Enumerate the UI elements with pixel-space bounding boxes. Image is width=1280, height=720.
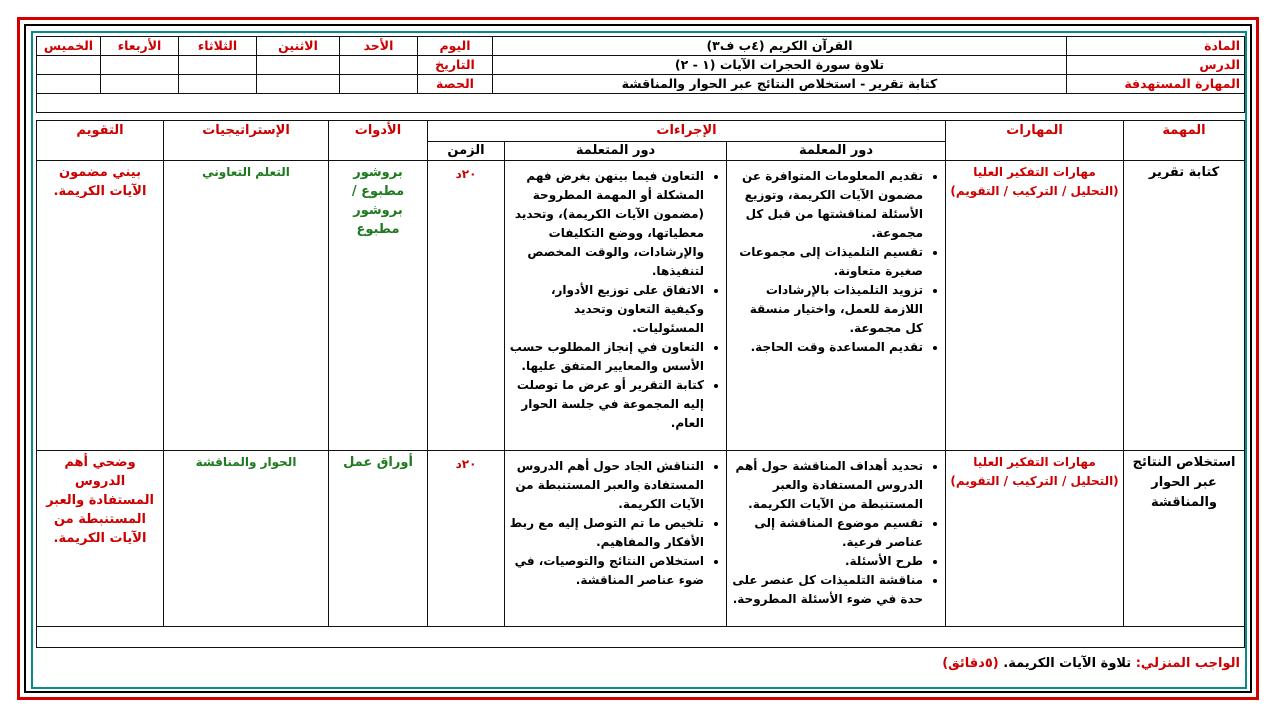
row2-assessment: وضحي أهم الدروس المستفادة والعبر المستنبطة من الآيات الكريمة.: [37, 451, 164, 627]
row2-teacher-item: • مناقشة التلميذات كل عنصر على حدة في ضوء الأسئلة المطروحة.: [731, 571, 923, 609]
header-procedures: الإجراءات: [428, 121, 946, 142]
homework-text: تلاوة الآيات الكريمة.: [1003, 656, 1132, 671]
row2-skills: مهارات التفكير العليا (التحليل / التركيب / التقويم): [946, 451, 1124, 627]
homework-line: [36, 653, 1240, 675]
row1-student-item: • التعاون فيما بينهن بغرض فهم المشكلة أو المهمة المطروحة (مضمون الآيات الكريمة)، وتحديد معطياتها، ووضع التكليفات والإرشادات، والوقت المخصص لتنفيذها.: [509, 167, 704, 281]
day-tuesday: الثلاثاء: [179, 37, 257, 56]
header-spacer-row: [37, 94, 1245, 113]
row2-student-item: • تلخيص ما تم التوصل إليه مع ربط الأفكار والمفاهيم.: [509, 514, 704, 552]
date-cell-sunday: [340, 56, 418, 75]
row1-teacher-role: [727, 161, 946, 451]
row1-strategies: التعلم التعاوني: [164, 161, 329, 451]
date-label: التاريخ: [418, 56, 493, 75]
date-cell-thursday: [37, 56, 101, 75]
row2-strategies: الحوار والمناقشة: [164, 451, 329, 627]
header-student-role: دور المتعلمة: [505, 142, 727, 161]
row2-teacher-item: • طرح الأسئلة.: [731, 552, 923, 571]
period-cell-tuesday: [179, 75, 257, 94]
period-cell-sunday: [340, 75, 418, 94]
target-skill-value: كتابة تقرير - استخلاص النتائج عبر الحوار والمناقشة: [493, 75, 1067, 94]
row2-tools: أوراق عمل: [329, 451, 428, 627]
row1-student-item: • الاتفاق على توزيع الأدوار، وكيفية التعاون وتحديد المسئوليات.: [509, 281, 704, 338]
header-teacher-role: دور المعلمة: [727, 142, 946, 161]
header-skills: المهارات: [946, 121, 1124, 161]
day-sunday: الأحد: [340, 37, 418, 56]
header-tools: الأدوات: [329, 121, 428, 161]
day-label: اليوم: [418, 37, 493, 56]
header-strategies: الإستراتيجيات: [164, 121, 329, 161]
date-cell-monday: [257, 56, 340, 75]
lesson-value: تلاوة سورة الحجرات الآيات (١ - ٢): [493, 56, 1067, 75]
row1-time: ٢٠د: [428, 161, 505, 451]
row1-tools: بروشور مطبوع / بروشور مطبوع: [329, 161, 428, 451]
row1-teacher-item: • تقسيم التلميذات إلى مجموعات صغيرة متعاونة.: [731, 243, 923, 281]
period-cell-thursday: [37, 75, 101, 94]
row1-task: كتابة تقرير: [1124, 161, 1245, 451]
row1-teacher-item: • تقديم المساعدة وقت الحاجة.: [731, 338, 923, 357]
table-spacer-row: [37, 627, 1245, 648]
period-cell-wednesday: [101, 75, 179, 94]
header-assessment: التقويم: [37, 121, 164, 161]
day-monday: الاثنين: [257, 37, 340, 56]
row2-teacher-item: • تحديد أهداف المناقشة حول أهم الدروس المستفادة والعبر المستنبطة من الآيات الكريمة.: [731, 457, 923, 514]
day-wednesday: الأربعاء: [101, 37, 179, 56]
row2-teacher-item: • تقسيم موضوع المناقشة إلى عناصر فرعية.: [731, 514, 923, 552]
row2-task: استخلاص النتائج عبر الحوار والمناقشة: [1124, 451, 1245, 627]
day-thursday: الخميس: [37, 37, 101, 56]
row1-student-item: • كتابة التقرير أو عرض ما توصلت إليه المجموعة في جلسة الحوار العام.: [509, 376, 704, 433]
row1-student-item: • التعاون في إنجاز المطلوب حسب الأسس والمعايير المتفق عليها.: [509, 338, 704, 376]
lesson-plan-table: [36, 120, 1245, 648]
subject-value: القرآن الكريم (٤ب ف٣): [493, 37, 1067, 56]
row1-skills: مهارات التفكير العليا (التحليل / التركيب / التقويم): [946, 161, 1124, 451]
lesson-header-table: [36, 36, 1245, 113]
row2-student-item: • التناقش الجاد حول أهم الدروس المستفادة والعبر المستنبطة من الآيات الكريمة.: [509, 457, 704, 514]
row1-student-role: [505, 161, 727, 451]
row2-student-role: [505, 451, 727, 627]
lesson-label: الدرس: [1067, 56, 1245, 75]
row2-teacher-role: [727, 451, 946, 627]
homework-label: الواجب المنزلي:: [1135, 656, 1240, 671]
row1-assessment: بيني مضمون الآيات الكريمة.: [37, 161, 164, 451]
date-cell-tuesday: [179, 56, 257, 75]
header-task: المهمة: [1124, 121, 1245, 161]
target-skill-label: المهارة المستهدفة: [1067, 75, 1245, 94]
row2-student-item: • استخلاص النتائج والتوصيات، في ضوء عناصر المناقشة.: [509, 552, 704, 590]
row1-teacher-item: • تزويد التلميذات بالإرشادات اللازمة للعمل، واختيار منسقة كل مجموعة.: [731, 281, 923, 338]
header-time: الزمن: [428, 142, 505, 161]
period-label: الحصة: [418, 75, 493, 94]
row2-time: ٢٠د: [428, 451, 505, 627]
subject-label: المادة: [1067, 37, 1245, 56]
date-cell-wednesday: [101, 56, 179, 75]
row1-teacher-item: • تقديم المعلومات المتوافرة عن مضمون الآيات الكريمة، وتوزيع الأسئلة لمناقشتها من قبل كل مجموعة.: [731, 167, 923, 243]
period-cell-monday: [257, 75, 340, 94]
homework-duration: (٥دقائق): [942, 656, 999, 671]
